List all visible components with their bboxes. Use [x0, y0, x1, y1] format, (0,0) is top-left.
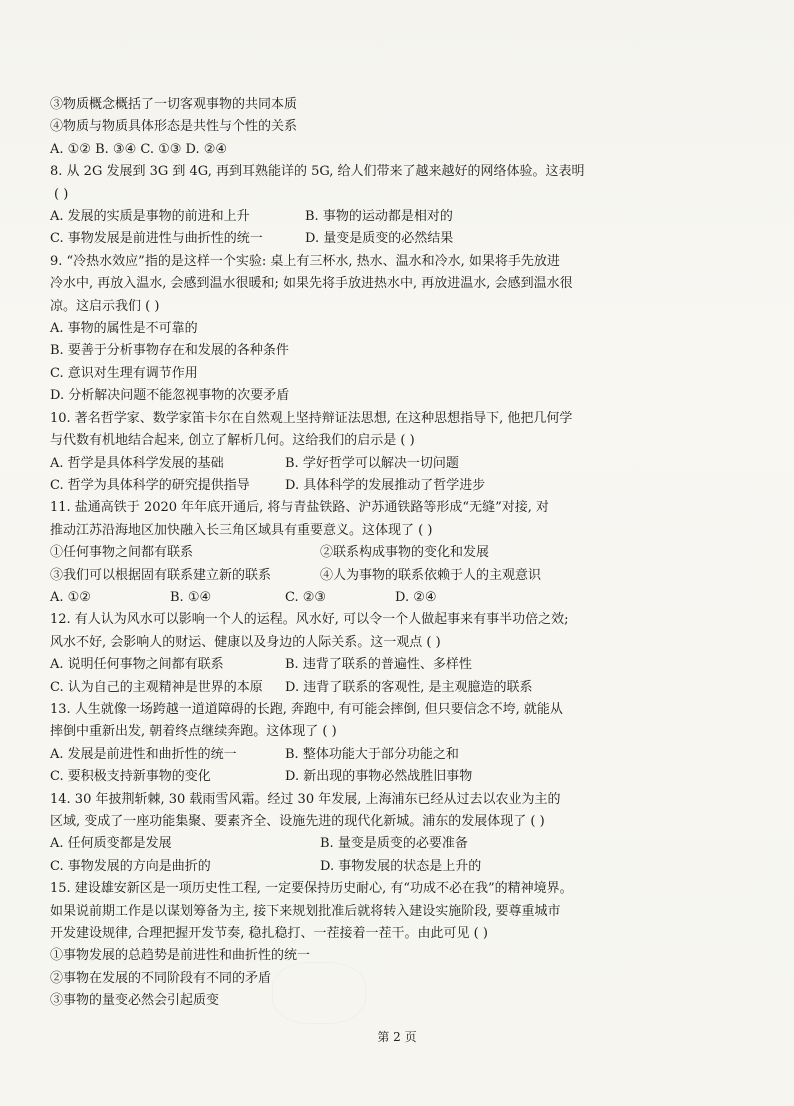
question-15-statement-2: ②事物在发展的不同阶段有不同的矛盾 [50, 970, 272, 986]
question-11-stem-2: 推动江苏沿海地区加快融入长三角区域具有重要意义。这体现了 ( ) [50, 522, 433, 538]
question-11-statements-row1 [50, 542, 610, 564]
answer-choices-q7: A. ①② B. ③④ C. ①③ D. ②④ [50, 141, 228, 157]
faint-stamp-mark [272, 962, 366, 1024]
question-8-option-b: B. 事物的运动都是相对的 [305, 209, 453, 225]
question-13-stem-1: 13. 人生就像一场跨越一道道障碍的长跑, 奔跑中, 有可能会摔倒, 但只要信念不垮, 就能从 [50, 701, 563, 717]
question-10-stem-2: 与代数有机地结合起来, 创立了解析几何。这给我们的启示是 ( ) [50, 433, 415, 449]
question-12-stem-1: 12. 有人认为风水可以影响一个人的运程。风水好, 可以令一个人做起事来有事半功倍之效; [50, 612, 569, 628]
question-8-bracket: ( ) [54, 186, 69, 202]
question-12-stem-2: 风水不好, 会影响人的财运、健康以及身边的人际关系。这一观点 ( ) [50, 634, 441, 650]
question-10-options-row2 [50, 475, 610, 497]
question-13-stem-2: 摔倒中重新出发, 朝着终点继续奔跑。这体现了 ( ) [50, 724, 337, 740]
question-8-option-a: A. 发展的实质是事物的前进和上升 [50, 209, 250, 225]
question-8-option-c: C. 事物发展是前进性与曲折性的统一 [50, 231, 263, 247]
question-13-option-a: A. 发展是前进性和曲折性的统一 [50, 746, 237, 762]
question-14-stem-2: 区域, 变成了一座功能集聚、要素齐全、设施先进的现代化新城。浦东的发展体现了 ( ) [50, 814, 545, 829]
page-number: 第 2 页 [377, 1030, 417, 1044]
question-14-stem-1: 14. 30 年披荆斩棘, 30 载雨雪风霜。经过 30 年发展, 上海浦东已经从过去以农业为主的 [50, 791, 561, 807]
question-8-stem: 8. 从 2G 发展到 3G 到 4G, 再到耳熟能详的 5G, 给人们带来了越来越好的网络体验。这表明 [50, 164, 585, 180]
question-12-option-c: C. 认为自己的主观精神是世界的本原 [50, 679, 263, 695]
question-15-stem-2: 如果说前期工作是以谋划筹备为主, 接下来规划批准后就将转入建设实施阶段, 要尊重城市 [50, 903, 561, 919]
question-11-statements-row2 [50, 565, 610, 587]
question-10-stem-1: 10. 著名哲学家、数学家笛卡尔在自然观上坚持辩证法思想, 在这种思想指导下, 他把几何学 [50, 410, 573, 426]
question-14-options-row1 [50, 833, 610, 855]
question-11-statement-1: ①任何事物之间都有联系 [50, 545, 194, 561]
question-11-option-d: D. ②④ [395, 589, 437, 605]
question-9-option-b: B. 要善于分析事物存在和发展的各种条件 [50, 343, 289, 359]
question-body [50, 94, 610, 1013]
question-13-options-row1 [50, 744, 610, 766]
question-12-option-a: A. 说明任何事物之间都有联系 [50, 657, 224, 673]
question-10-option-d: D. 具体科学的发展推动了哲学进步 [285, 477, 486, 493]
question-14-option-d: D. 事物发展的状态是上升的 [320, 858, 482, 874]
question-8-options-row2 [50, 228, 610, 250]
question-13-option-c: C. 要积极支持新事物的变化 [50, 769, 211, 785]
question-15-statement-3: ③事物的量变必然会引起质变 [50, 993, 220, 1009]
question-10-option-b: B. 学好哲学可以解决一切问题 [285, 455, 459, 471]
question-11-option-c: C. ②③ [285, 589, 327, 605]
question-14-option-a: A. 任何质变都是发展 [50, 836, 172, 852]
question-10-option-c: C. 哲学为具体科学的研究提供指导 [50, 477, 250, 493]
question-8-options-row1 [50, 206, 610, 228]
question-12-options-row2 [50, 677, 610, 699]
question-11-options [50, 587, 610, 609]
option-statement-4: ④物质与物质具体形态是共性与个性的关系 [50, 119, 298, 135]
question-9-option-d: D. 分析解决问题不能忽视事物的次要矛盾 [50, 388, 290, 404]
question-11-stem-1: 11. 盐通高铁于 2020 年年底开通后, 将与青盐铁路、沪苏通铁路等形成“无缝”对接, 对 [50, 500, 549, 516]
question-11-option-a: A. ①② [50, 589, 91, 605]
question-10-options-row1 [50, 453, 610, 475]
question-8-option-d: D. 量变是质变的必然结果 [305, 231, 454, 247]
question-12-option-d: D. 违背了联系的客观性, 是主观臆造的联系 [285, 679, 533, 695]
question-12-options-row1 [50, 654, 610, 676]
question-15-stem-1: 15. 建设雄安新区是一项历史性工程, 一定要保持历史耐心, 有“功成不必在我”的精神境界。 [50, 881, 573, 897]
question-15-statement-1: ①事物发展的总趋势是前进性和曲折性的统一 [50, 948, 311, 964]
question-13-option-b: B. 整体功能大于部分功能之和 [285, 746, 459, 762]
question-13-options-row2 [50, 766, 610, 788]
question-14-option-b: B. 量变是质变的必要准备 [320, 836, 468, 852]
question-9-stem-1: 9. “冷热水效应”指的是这样一个实验: 桌上有三杯水, 热水、温水和冷水, 如果将手先放进 [50, 253, 560, 269]
question-10-option-a: A. 哲学是具体科学发展的基础 [50, 455, 224, 471]
question-12-option-b: B. 违背了联系的普遍性、多样性 [285, 657, 472, 673]
question-11-statement-4: ④人为事物的联系依赖于人的主观意识 [320, 567, 542, 583]
question-9-option-a: A. 事物的属性是不可靠的 [50, 321, 198, 337]
option-statement-3: ③物质概念概括了一切客观事物的共同本质 [50, 97, 298, 112]
question-9-stem-2: 冷水中, 再放入温水, 会感到温水很暖和; 如果先将手放进热水中, 再放进温水, 会感到温水很 [50, 276, 573, 292]
question-11-statement-3: ③我们可以根据固有联系建立新的联系 [50, 567, 272, 583]
question-14-option-c: C. 事物发展的方向是曲折的 [50, 858, 211, 874]
question-11-option-b: B. ①④ [170, 589, 212, 605]
question-15-stem-3: 开发建设规律, 合理把握开发节奏, 稳扎稳打、一茬接着一茬干。由此可见 ( ) [50, 926, 488, 942]
question-13-option-d: D. 新出现的事物必然战胜旧事物 [285, 769, 473, 785]
question-14-options-row2 [50, 856, 610, 878]
question-11-statement-2: ②联系构成事物的变化和发展 [320, 545, 490, 561]
question-9-option-c: C. 意识对生理有调节作用 [50, 365, 198, 381]
question-9-stem-3: 凉。这启示我们 ( ) [50, 298, 160, 314]
